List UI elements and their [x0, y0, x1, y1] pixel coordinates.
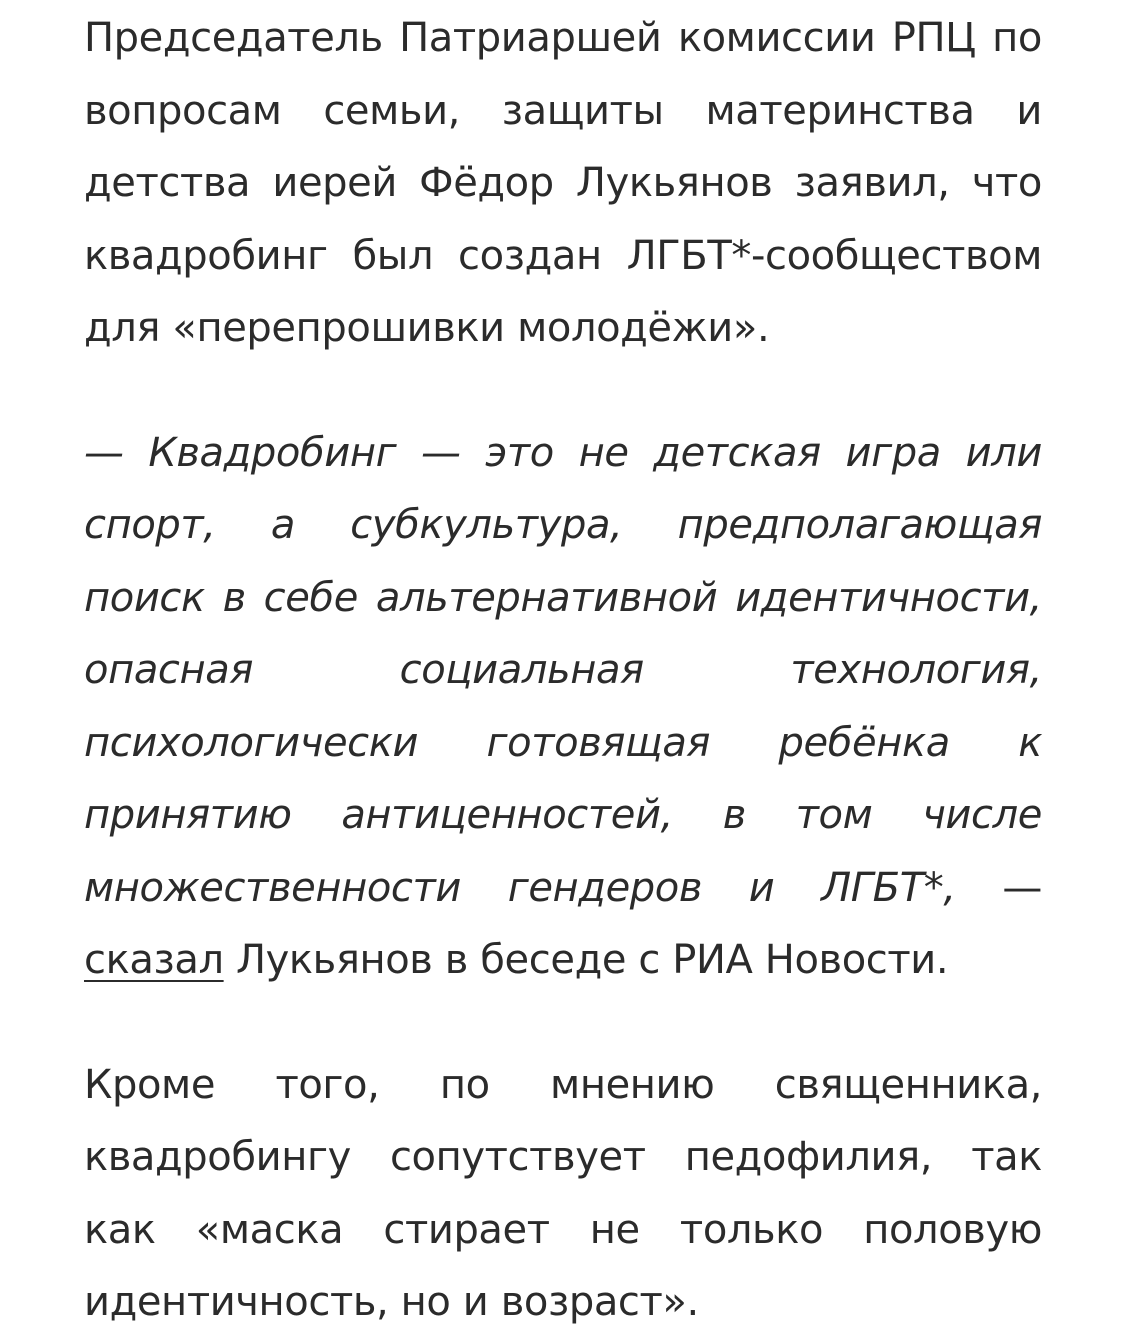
paragraph-intro: Председатель Патриаршей комиссии РПЦ по вопросам семьи, защиты материнства и детства иерей Фёдор Лукьянов заявил, что квадробинг был создан ЛГБТ*-сообществом для «перепрошивки молодёжи». [84, 15, 1042, 351]
quote-dash: — [955, 864, 1042, 911]
paragraph-quote [84, 417, 1042, 997]
attribution-text: Лукьянов в беседе с РИА Новости. [223, 937, 949, 983]
article-body [84, 2, 1042, 1339]
paragraph-conclusion: Кроме того, по мнению священника, квадробингу сопутствует педофилия, так как «маска стирает не только половую идентичность, но и возраст». [84, 1061, 1042, 1325]
source-link[interactable]: сказал [84, 937, 224, 983]
quote-text: — Квадробинг — это не детская игра или спорт, а субкультура, предполагающая поиск в себе альтернативной идентичности, опасная социальная технология, психологически готовящая ребёнка к принятию антиценностей, в том числе множественности гендеров и ЛГБТ*, [84, 429, 1042, 911]
